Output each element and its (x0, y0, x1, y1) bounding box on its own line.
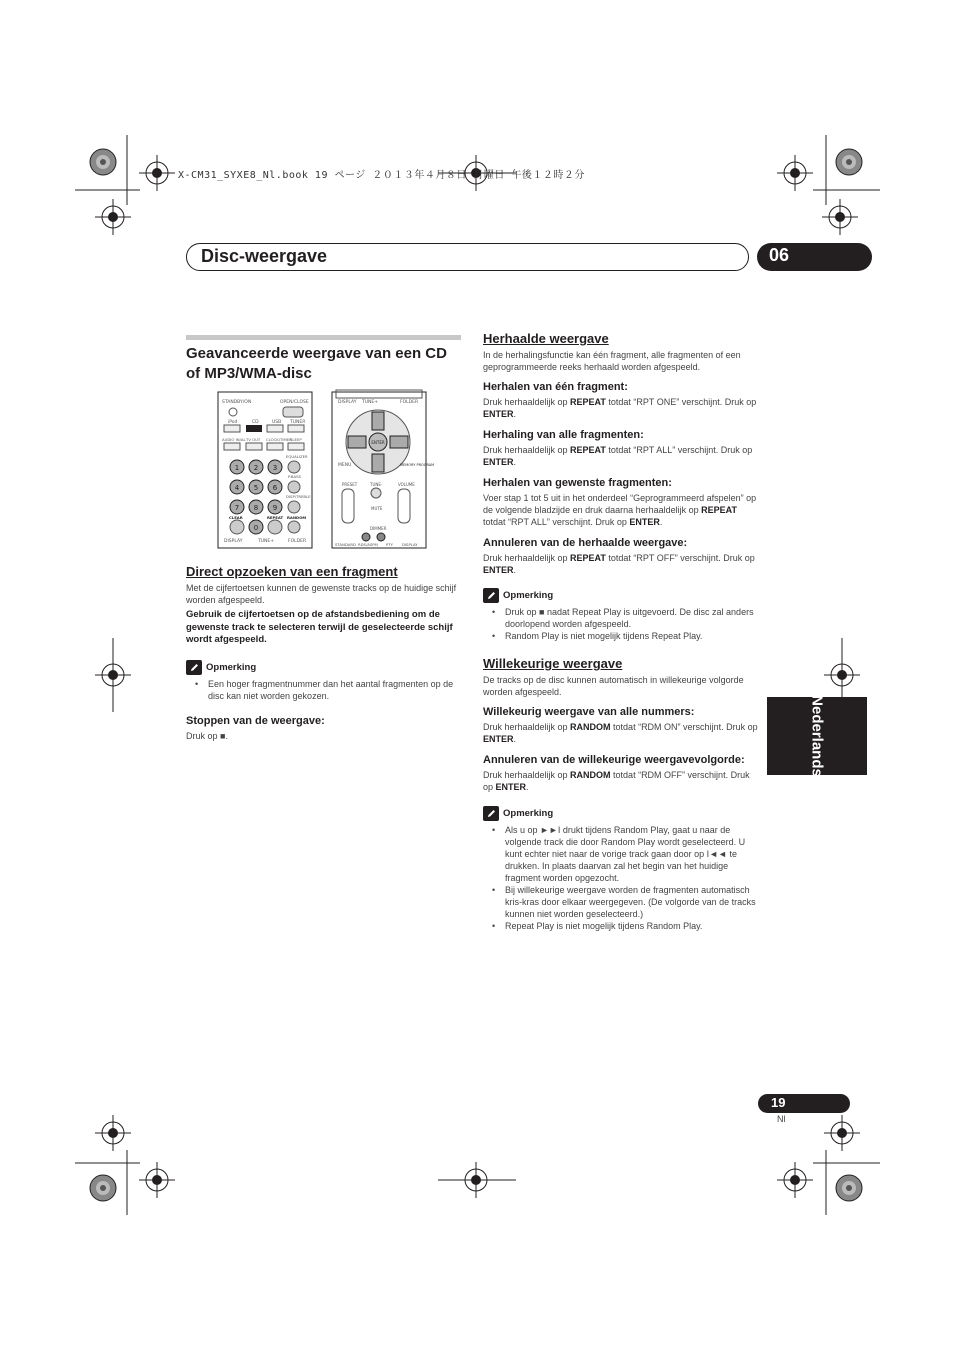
note-heading (483, 588, 758, 603)
note-pencil-icon (483, 806, 499, 821)
enter-label: ENTER (371, 440, 385, 445)
remote-openclose-label: OPEN/CLOSE (280, 400, 309, 405)
right-column (483, 331, 758, 932)
repeat-label: REPEAT (267, 515, 284, 520)
chapter-title: Disc-weergave (201, 246, 328, 266)
direct-heading: Direct opzoeken van een fragment (186, 564, 398, 579)
random-heading: Willekeurige weergave (483, 656, 623, 671)
src-label-ipod: iPod (228, 420, 238, 425)
list-item: • Random Play is niet mogelijk tijdens Repeat Play. (483, 630, 758, 642)
digit-5: 5 (253, 484, 259, 492)
note-label: Opmerking (206, 661, 257, 673)
svg-text:DISPLAY: DISPLAY (338, 400, 357, 405)
svg-text:TUNE-: TUNE- (370, 482, 383, 487)
digit-8: 8 (253, 504, 259, 512)
note-list (483, 824, 758, 932)
note-heading (186, 660, 461, 675)
r1-text: Druk herhaaldelijk op REPEAT totdat “RPT ONE” verschijnt. Druk op ENTER. (483, 397, 757, 419)
r1-heading: Herhalen van één fragment: (483, 381, 628, 393)
remote-illustration (186, 390, 435, 550)
print-slug: X-CM31_SYXE8_Nl.book 19 ページ ２０１３年４月８日 月曜日 午後１２時２分 (178, 170, 585, 181)
w1-heading: Willekeurig weergave van alle nummers: (483, 706, 695, 718)
svg-text:FOLDER: FOLDER (288, 539, 307, 544)
note-heading (483, 806, 758, 821)
page-language: Nl (777, 1114, 786, 1124)
svg-text:STANDARD: STANDARD (335, 542, 356, 547)
svg-text:CLOCK/TIMER: CLOCK/TIMER (266, 437, 292, 442)
svg-text:TUNE+: TUNE+ (258, 539, 275, 544)
r2-text: Druk herhaaldelijk op REPEAT totdat “RPT ALL” verschijnt. Druk op ENTER. (483, 445, 753, 467)
digit-3: 3 (272, 464, 278, 472)
r2-heading: Herhaling van alle fragmenten: (483, 429, 644, 441)
r4-text: Druk herhaaldelijk op REPEAT totdat “RPT OFF” verschijnt. Druk op ENTER. (483, 553, 755, 575)
list-item: • Repeat Play is niet mogelijk tijdens Random Play. (483, 920, 758, 932)
svg-text:DIMMER: DIMMER (370, 526, 387, 531)
digit-9: 9 (272, 504, 278, 512)
svg-text:PTY: PTY (386, 542, 393, 547)
svg-text:TV OUT: TV OUT (246, 437, 261, 442)
clear-label: CLEAR (229, 515, 243, 520)
svg-text:RDS/ASPM: RDS/ASPM (358, 542, 378, 547)
page-number: 19 (758, 1094, 850, 1113)
note-label: Opmerking (503, 808, 554, 819)
r3-text: Voer stap 1 tot 5 uit in het onderdeel “Geprogrammeerd afspelen” op de volgende bladzijde en druk daarna herhaaldelijk op REPEAT totdat “RPT ALL” verschijnt. Druk op ENTER. (483, 493, 757, 527)
note-label: Opmerking (503, 590, 554, 601)
list-item: • Druk op ■ nadat Repeat Play is uitgevoerd. De disc zal anders doorlopend worden afgespeeld. (483, 606, 758, 630)
svg-text:FOLDER: FOLDER (400, 400, 419, 405)
language-tab (767, 697, 867, 775)
svg-text:MEMORY PROGRAM: MEMORY PROGRAM (400, 463, 435, 467)
digit-7: 7 (234, 504, 240, 512)
digit-0: 0 (253, 524, 259, 532)
language-tab-label: Nederlands (808, 695, 826, 777)
digit-1: 1 (234, 464, 240, 472)
svg-text:SLEEP: SLEEP (290, 437, 302, 442)
src-label-tuner: TUNER (290, 420, 306, 425)
main-heading: Geavanceerde weergave van een CD of MP3/WMA-disc (186, 345, 447, 382)
svg-text:DISPLAY: DISPLAY (224, 539, 243, 544)
chapter-number: 06 (757, 243, 872, 271)
svg-text:DISPLAY: DISPLAY (402, 542, 418, 547)
note-list (483, 606, 758, 642)
direct-text: Met de cijfertoetsen kunnen de gewenste tracks op de huidige schijf worden afgespeeld. (186, 583, 457, 605)
digit-6: 6 (272, 484, 278, 492)
note-pencil-icon (483, 588, 499, 603)
svg-text:VOLUME: VOLUME (398, 482, 415, 487)
svg-text:P.BASS: P.BASS (288, 474, 301, 479)
repeat-heading: Herhaalde weergave (483, 331, 609, 346)
svg-text:MENU: MENU (338, 463, 352, 468)
note-list (186, 678, 461, 702)
stop-heading: Stoppen van de weergave: (186, 714, 325, 727)
svg-text:TUNE+: TUNE+ (362, 400, 379, 405)
direct-instruction: Gebruik de cijfertoetsen op de afstandsbediening om de gewenste track te selecteren terwijl de geselecteerde schijf wordt afgespeeld. (186, 609, 453, 645)
svg-text:MUTE: MUTE (371, 506, 383, 511)
stop-text: Druk op ■. (186, 730, 228, 741)
note-pencil-icon (186, 660, 202, 675)
svg-text:PRESET: PRESET (342, 482, 358, 487)
chapter-header (186, 243, 749, 271)
r3-heading: Herhalen van gewenste fragmenten: (483, 477, 672, 489)
digit-2: 2 (253, 464, 259, 472)
random-label: RANDOM (287, 515, 307, 520)
list-item: • Als u op ►►I drukt tijdens Random Play, gaat u naar de volgende track die door Random Play wordt geselecteerd. U kunt echter niet naar de vorige track gaan door op I◄◄ te drukken. In plaats daarvan zal het begin van het huidige fragment worden opgezocht. (483, 824, 758, 884)
left-column (186, 335, 461, 742)
section-rule (186, 335, 461, 340)
svg-text:DISP/TREBLE: DISP/TREBLE (286, 494, 311, 499)
w1-text: Druk herhaaldelijk op RANDOM totdat “RDM ON” verschijnt. Druk op ENTER. (483, 722, 758, 744)
w2-text: Druk herhaaldelijk op RANDOM totdat “RDM OFF” verschijnt. Druk op ENTER. (483, 770, 750, 792)
remote-control-icon (186, 390, 435, 550)
list-item: • Bij willekeurige weergave worden de fragmenten automatisch kris-kras door elkaar weergegeven. (De volgorde van de tracks kunnen niet worden geselecteerd.) (483, 884, 758, 920)
remote-standby-label: STANDBY/ON (222, 400, 252, 405)
list-item: • Een hoger fragmentnummer dan het aantal fragmenten op de disc kan niet worden gekozen. (186, 678, 461, 702)
digit-4: 4 (234, 484, 240, 492)
repeat-intro: In de herhalingsfunctie kan één fragment, alle fragmenten of een geprogrammeerde reeks herhaald worden afgespeeld. (483, 350, 741, 372)
src-label-cd: CD (252, 420, 259, 425)
src-label-usb: USB (272, 420, 282, 425)
random-intro: De tracks op de disc kunnen automatisch in willekeurige volgorde worden afgespeeld. (483, 675, 744, 697)
w2-heading: Annuleren van de willekeurige weergavevolgorde: (483, 754, 745, 766)
svg-text:AUDIO IN/AL: AUDIO IN/AL (222, 437, 246, 442)
svg-text:EQUALIZER: EQUALIZER (286, 454, 308, 459)
r4-heading: Annuleren van de herhaalde weergave: (483, 537, 688, 549)
